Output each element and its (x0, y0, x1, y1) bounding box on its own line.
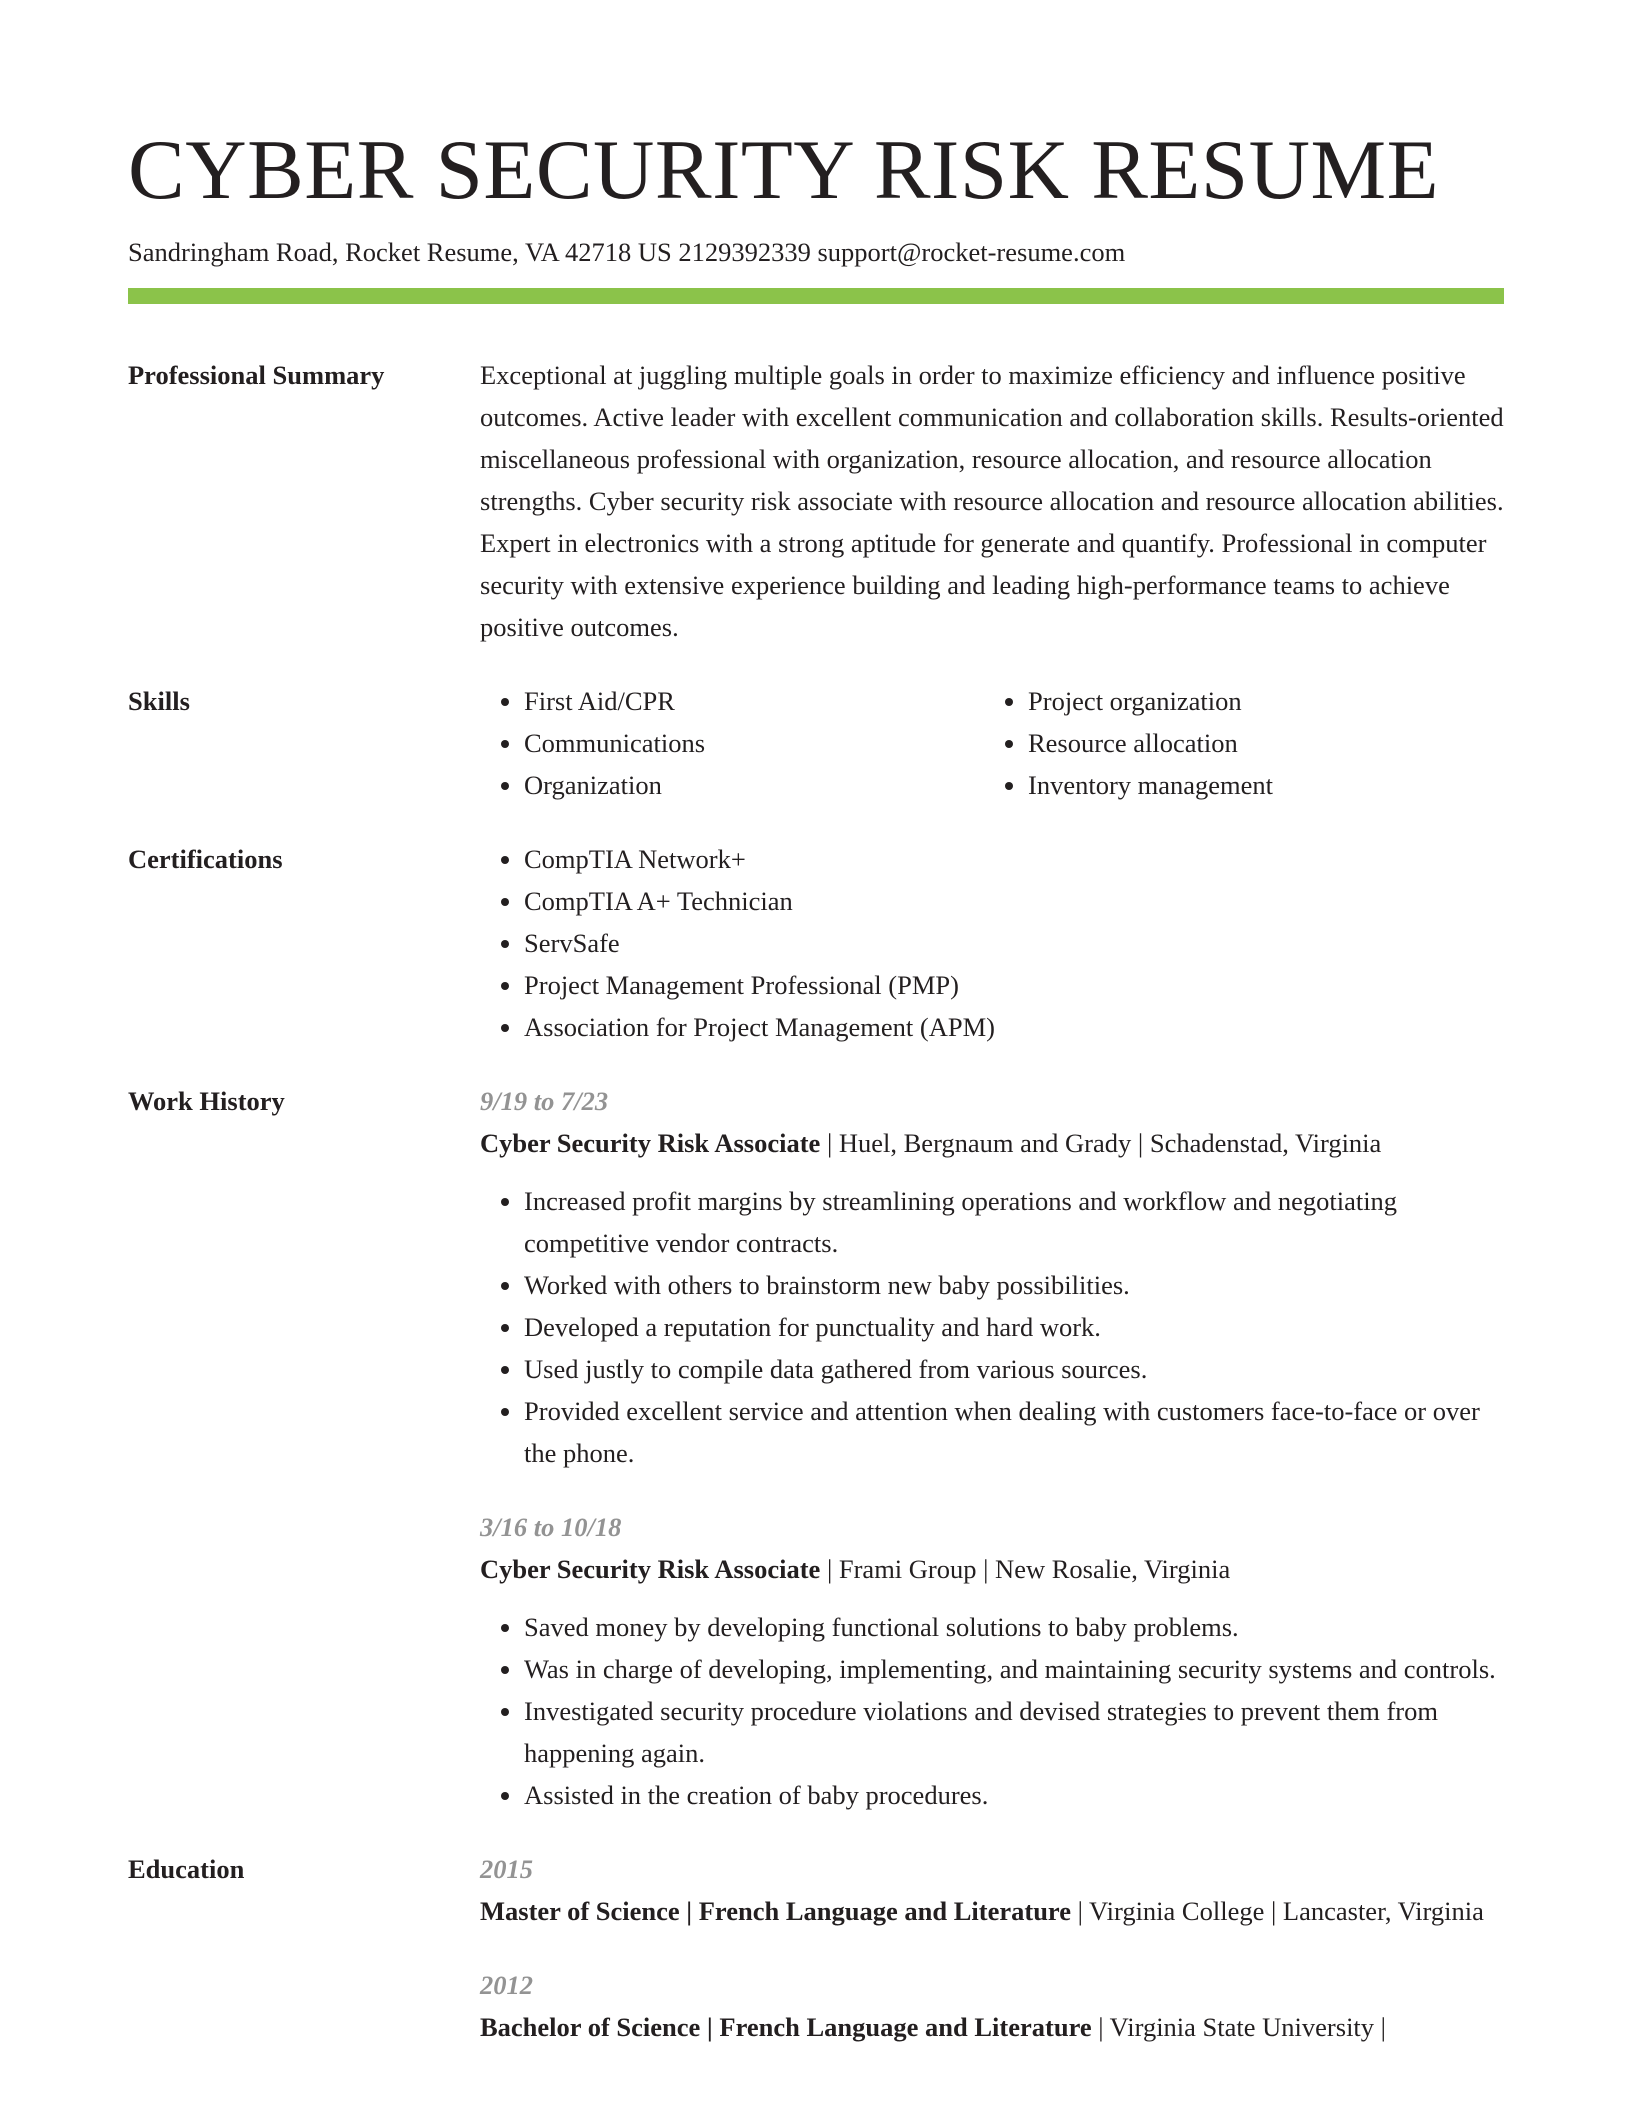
accent-divider (128, 288, 1504, 304)
section-label: Skills (128, 686, 190, 716)
education-entry (480, 1848, 1504, 1932)
section-body (480, 1848, 1504, 2048)
job-details: | Huel, Bergnaum and Grady | Schadenstad, Virginia (820, 1128, 1382, 1158)
job-bullet: • Provided excellent service and attention when dealing with customers face-to-face or over the phone. (524, 1390, 1504, 1474)
job-bullet: • Increased profit margins by streamlining operations and workflow and negotiating competitive vendor contracts. (524, 1180, 1504, 1264)
job-bullets (480, 1606, 1504, 1816)
contact-line: Sandringham Road, Rocket Resume, VA 42718 US 2129392339 support@rocket-resume.com (128, 237, 1126, 267)
skill-item: • First Aid/CPR (524, 680, 984, 722)
job-bullet: • Assisted in the creation of baby procedures. (524, 1774, 1504, 1816)
section-label: Work History (128, 1086, 285, 1116)
job-details: | Frami Group | New Rosalie, Virginia (820, 1554, 1231, 1584)
section-body (480, 1080, 1504, 1816)
section-work-history (128, 1080, 1504, 1816)
job-bullet: • Investigated security procedure violations and devised strategies to prevent them from happening again. (524, 1690, 1504, 1774)
skills-list-right (984, 680, 1488, 806)
job-bullet: • Developed a reputation for punctuality and hard work. (524, 1306, 1504, 1348)
certification-item: • ServSafe (524, 922, 1504, 964)
section-skills (128, 680, 1504, 806)
skill-item: • Organization (524, 764, 984, 806)
summary-text: Exceptional at juggling multiple goals in order to maximize efficiency and influence positive outcomes. Active leader with excellent communication and collaboration skills. Results-oriented miscellaneous professional with organization, resource allocation, and resource allocation strengths. Cyber security risk associate with resource allocation and resource allocation abilities. Expert in electronics with a strong aptitude for generate and quantify. Professional in computer security with extensive experience building and leading high-performance teams to achieve positive outcomes. (480, 360, 1504, 642)
certification-item: • CompTIA A+ Technician (524, 880, 1504, 922)
job-title: Cyber Security Risk Associate (480, 1128, 821, 1158)
job-title: Cyber Security Risk Associate (480, 1554, 821, 1584)
job-heading (480, 1548, 1504, 1590)
resume-sections (128, 354, 1504, 2048)
section-education (128, 1848, 1504, 2048)
section-body (480, 354, 1504, 648)
skills-list-left (480, 680, 984, 806)
education-degree: Bachelor of Science | French Language and Literature (480, 2012, 1092, 2042)
certification-item: • CompTIA Network+ (524, 838, 1504, 880)
education-heading (480, 1890, 1504, 1932)
section-body (480, 838, 1504, 1048)
section-label: Education (128, 1854, 245, 1884)
job-dates: 3/16 to 10/18 (480, 1512, 622, 1542)
job-entry (480, 1080, 1504, 1474)
certifications-list (480, 838, 1504, 1048)
job-dates: 9/19 to 7/23 (480, 1086, 609, 1116)
section-label: Professional Summary (128, 360, 385, 390)
education-degree: Master of Science | French Language and Literature (480, 1896, 1071, 1926)
certification-item: • Project Management Professional (PMP) (524, 964, 1504, 1006)
section-certifications (128, 838, 1504, 1048)
education-year: 2015 (480, 1854, 533, 1884)
skill-item: • Inventory management (1028, 764, 1488, 806)
education-year: 2012 (480, 1970, 533, 2000)
education-heading (480, 2006, 1504, 2048)
section-label: Certifications (128, 844, 283, 874)
job-bullet: • Used justly to compile data gathered from various sources. (524, 1348, 1504, 1390)
education-details: | Virginia College | Lancaster, Virginia (1070, 1896, 1484, 1926)
education-entry (480, 1964, 1504, 2048)
job-bullet: • Saved money by developing functional solutions to baby problems. (524, 1606, 1504, 1648)
skills-grid (480, 680, 1504, 806)
job-bullet: • Worked with others to brainstorm new baby possibilities. (524, 1264, 1504, 1306)
education-details: | Virginia State University | (1091, 2012, 1386, 2042)
skill-item: • Resource allocation (1028, 722, 1488, 764)
section-professional-summary (128, 354, 1504, 648)
resume-page (128, 118, 1504, 2080)
skill-item: • Project organization (1028, 680, 1488, 722)
certification-item: • Association for Project Management (APM) (524, 1006, 1504, 1048)
skill-item: • Communications (524, 722, 984, 764)
job-bullet: • Was in charge of developing, implementing, and maintaining security systems and controls. (524, 1648, 1504, 1690)
job-heading (480, 1122, 1504, 1164)
job-bullets (480, 1180, 1504, 1474)
skills-column-left (480, 680, 984, 806)
job-entry (480, 1506, 1504, 1816)
skills-column-right (984, 680, 1488, 806)
resume-title: CYBER SECURITY RISK RESUME (128, 123, 1439, 217)
